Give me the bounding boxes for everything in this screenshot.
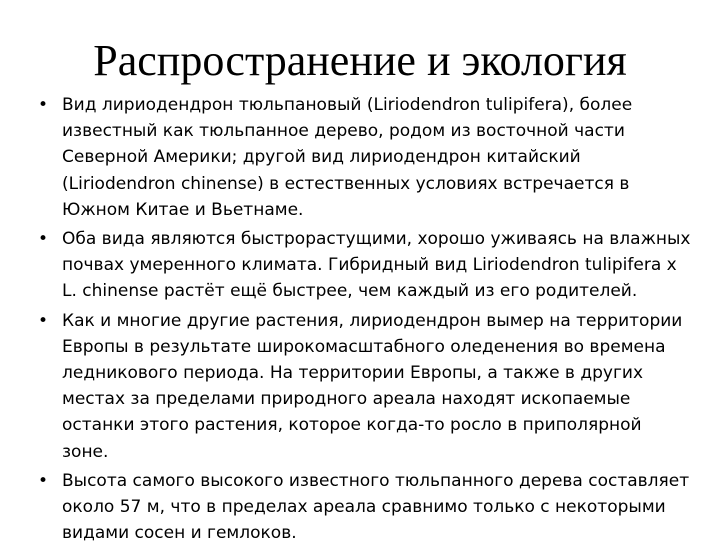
bullet-item: [36, 92, 692, 223]
bullet-point-icon: •: [38, 229, 49, 250]
bullet-list: [36, 92, 692, 549]
bullet-text: Как и многие другие растения, лириодендрон вымер на территории Европы в результате широкомасштабного оледенения во времена ледникового периода. На территории Европы, а также в других местах за пределами природного ареала находят ископаемые останки этого растения, которое когда-то росло в приполярной зоне.: [62, 310, 683, 462]
slide-title: Распространение и экология: [93, 36, 627, 85]
bullet-point-icon: •: [38, 310, 49, 331]
bullet-point-icon: •: [38, 95, 49, 115]
bullet-item: [36, 468, 692, 547]
bullet-item: [36, 308, 692, 465]
bullet-text: Вид лириодендрон тюльпановый (Liriodendron tulipifera), более известный как тюльпанное дерево, родом из восточной части Северной Америки; другой вид лириодендрон китайский (Liriodendron chinense) в естественных условиях встречается в Южном Китае и Вьетнаме.: [62, 95, 633, 220]
bullet-text: Высота самого высокого известного тюльпанного дерева составляет около 57 м, что в пределах ареала сравнимо только с некоторыми видами сосен и гемлоков.: [62, 470, 690, 544]
bullet-item: [36, 226, 692, 305]
bullet-point-icon: •: [38, 470, 49, 491]
bullet-text: Оба вида являются быстрорастущими, хорошо уживаясь на влажных почвах умеренного климата. Гибридный вид Liriodendron tulipifera x L. chinense растёт ещё быстрее, чем каждый из его родителей.: [62, 229, 691, 302]
